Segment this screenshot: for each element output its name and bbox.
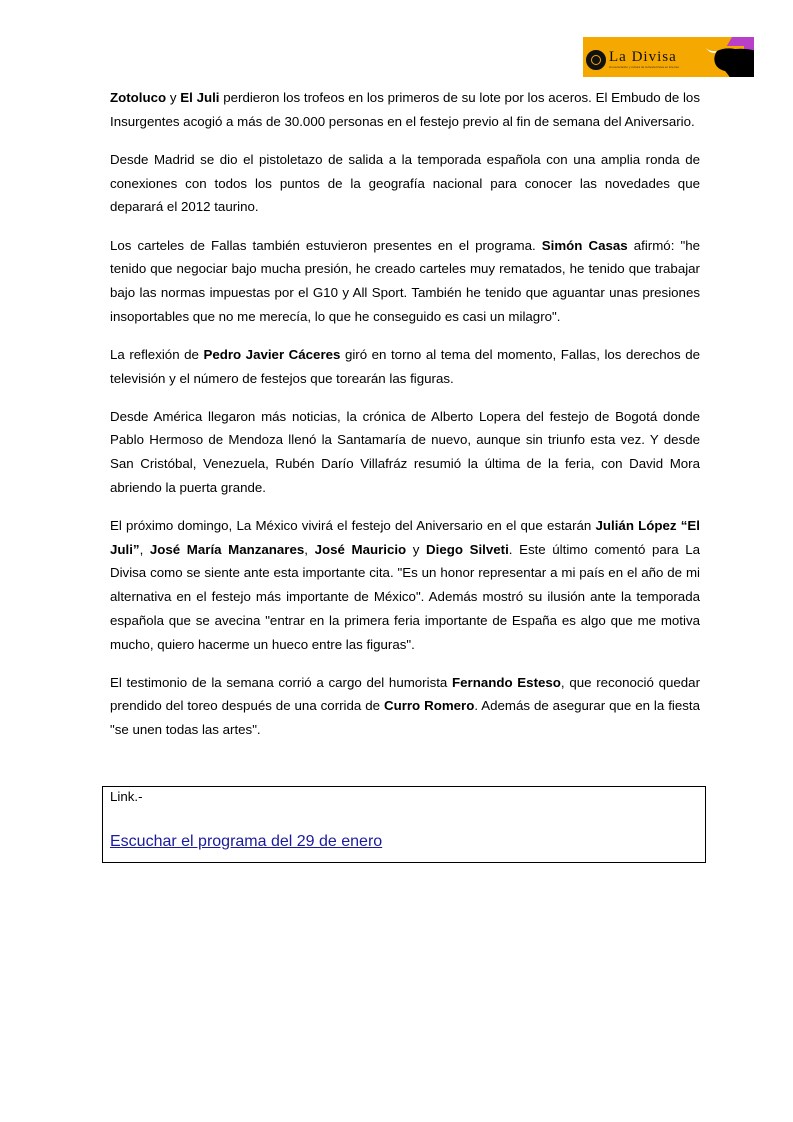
article-paragraph bbox=[110, 234, 700, 329]
logo-brand-text: La Divisa bbox=[609, 49, 677, 65]
paragraph-text: y bbox=[166, 90, 181, 105]
bull-icon bbox=[701, 43, 754, 77]
paragraph-text: y bbox=[406, 541, 427, 557]
link-box-label: Link.- bbox=[110, 789, 143, 804]
article-paragraph bbox=[110, 148, 700, 219]
paragraph-text: perdieron los trofeos en los primeros de su lote por los aceros. El Embudo de los Insurgentes acogió a más de 30.000 personas en el festejo previo al fin de semana del Aniversario. bbox=[110, 90, 700, 129]
article-body bbox=[110, 86, 700, 756]
seal-icon bbox=[586, 50, 606, 70]
bold-name: Curro Romero bbox=[383, 698, 475, 714]
article-paragraph bbox=[110, 671, 700, 742]
paragraph-text: Los carteles de Fallas también estuvieron presentes en el programa. bbox=[110, 237, 542, 253]
bold-name: Simón Casas bbox=[541, 237, 628, 253]
bold-name: José María Manzanares bbox=[149, 541, 305, 557]
bold-name: José Mauricio bbox=[314, 541, 407, 557]
paragraph-text: giró en torno al tema del momento, Fallas, los derechos de televisión y el número de festejos que torearán las figuras. bbox=[110, 346, 700, 386]
bold-name: Diego Silveti bbox=[426, 541, 509, 557]
paragraph-text: . Este último comentó para La Divisa como se siente ante esta importante cita. "Es un honor representar a mi país en el año de mi alternativa en el festejo más importante de México". Además mostró su ilusión ante la temporada española que se avecina "entrar en la primera feria importante de España es algo que me motiva mucho, quiero hacerme un hueco entre las figuras". bbox=[110, 541, 700, 652]
paragraph-text: , bbox=[304, 541, 315, 557]
logo-tagline: Comunicación y cultura de la fiesta brava en internet bbox=[609, 65, 679, 69]
bold-name: Julián López “El Juli” bbox=[110, 518, 700, 557]
bold-name: Fernando Esteso bbox=[452, 674, 561, 690]
la-divisa-logo bbox=[583, 37, 754, 77]
article-paragraph bbox=[110, 405, 700, 500]
article-paragraph bbox=[110, 343, 700, 390]
paragraph-text: El testimonio de la semana corrió a cargo del humorista bbox=[110, 674, 453, 690]
bold-name: El Juli bbox=[180, 90, 220, 105]
listen-program-link[interactable]: Escuchar el programa del 29 de enero bbox=[110, 833, 383, 850]
paragraph-text: . Además de asegurar que en la fiesta "se unen todas las artes". bbox=[110, 698, 700, 738]
link-box bbox=[102, 786, 706, 863]
article-paragraph bbox=[110, 86, 700, 133]
paragraph-text: afirmó: "he tenido que negociar bajo mucha presión, he creado carteles muy rematados, he tenido que trabajar bajo las normas impuestas por el G10 y All Sport. También he tenido que aguantar unas presiones insoportables que no me merecía, lo que he conseguido es casi un milagro". bbox=[110, 237, 700, 324]
paragraph-text: La reflexión de bbox=[110, 346, 204, 362]
paragraph-text: , bbox=[139, 541, 150, 557]
bold-name: Zotoluco bbox=[110, 90, 167, 105]
paragraph-text: Desde América llegaron más noticias, la crónica de Alberto Lopera del festejo de Bogotá donde Pablo Hermoso de Mendoza llenó la Santamaría de nuevo, aunque sin triunfo esta vez. Y desde San Cristóbal, Venezuela, Rubén Darío Villafráz resumió la última de la feria, con David Mora abriendo la puerta grande. bbox=[110, 408, 700, 495]
paragraph-text: Desde Madrid se dio el pistoletazo de salida a la temporada española con una amplia ronda de conexiones con todos los puntos de la geografía nacional para conocer las novedades que deparará el 2012 taurino. bbox=[110, 151, 700, 215]
article-paragraph bbox=[110, 514, 700, 656]
bold-name: Pedro Javier Cáceres bbox=[203, 346, 341, 362]
paragraph-text: El próximo domingo, La México vivirá el festejo del Aniversario en el que estarán bbox=[110, 518, 596, 534]
paragraph-text: , que reconoció quedar prendido del toreo después de una corrida de bbox=[110, 674, 700, 714]
